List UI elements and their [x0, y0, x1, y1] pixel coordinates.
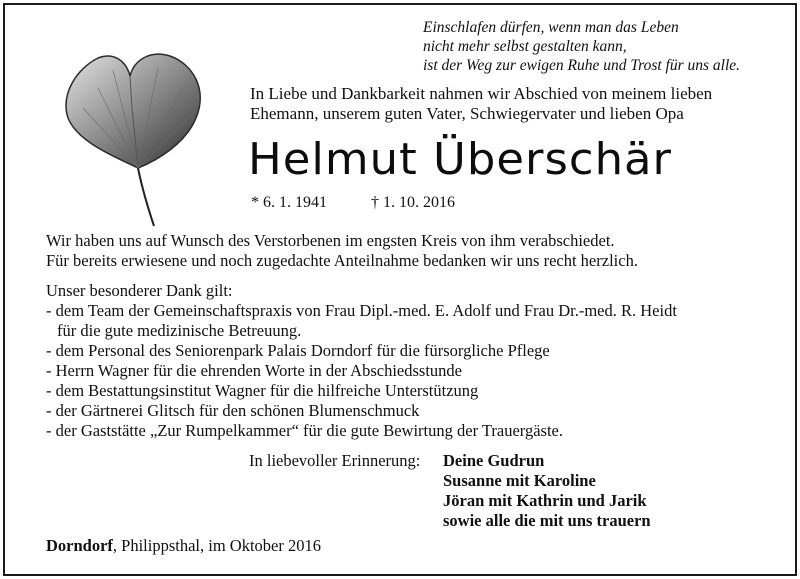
thanks-heading: Unser besonderer Dank gilt: — [46, 281, 233, 300]
place-rest: , Philippsthal, im Oktober 2016 — [112, 536, 322, 555]
opening-quote — [423, 18, 740, 75]
memory-label: In liebevoller Erinnerung: — [249, 451, 421, 470]
thanks-item: - der Gaststätte „Zur Rumpelkammer“ für die gute Bewirtung der Trauergäste. — [46, 421, 564, 440]
quote-line: nicht mehr selbst gestalten kann, — [423, 38, 627, 55]
paragraph-line: Für bereits erwiesene und noch zugedachte Anteilnahme bedanken wir uns recht herzlich. — [46, 251, 638, 270]
thanks-item-continued: für die gute medizinische Betreuung. — [57, 321, 302, 340]
ginkgo-leaf-icon — [58, 48, 208, 228]
signer: sowie alle die mit uns trauern — [443, 511, 651, 530]
signer: Deine Gudrun — [443, 451, 545, 470]
thanks-item: - der Gärtnerei Glitsch für den schönen Blumenschmuck — [46, 401, 420, 420]
signer: Jöran mit Kathrin und Jarik — [443, 491, 647, 510]
thanks-item: - Herrn Wagner für die ehrenden Worte in der Abschiedsstunde — [46, 361, 462, 380]
signer: Susanne mit Karoline — [443, 471, 596, 490]
farewell-paragraph — [46, 231, 638, 271]
quote-line: Einschlafen dürfen, wenn man das Leben — [423, 19, 679, 36]
thanks-item: - dem Personal des Seniorenpark Palais Dorndorf für die fürsorgliche Pflege — [46, 341, 550, 360]
life-dates — [251, 193, 455, 213]
thanks-item: - dem Bestattungsinstitut Wagner für die hilfreiche Unterstützung — [46, 381, 479, 400]
intro-text — [250, 84, 712, 124]
thanks-section — [46, 281, 677, 441]
birth-date: * 6. 1. 1941 — [251, 194, 327, 211]
thanks-item: - dem Team der Gemeinschaftspraxis von Frau Dipl.-med. E. Adolf und Frau Dr.-med. R. Heidt — [46, 301, 677, 320]
intro-line: In Liebe und Dankbarkeit nahmen wir Abschied von meinem lieben — [250, 84, 713, 103]
death-date: † 1. 10. 2016 — [371, 194, 455, 211]
deceased-name: Helmut Überschär — [248, 134, 673, 185]
quote-line: ist der Weg zur ewigen Ruhe und Trost für uns alle. — [423, 57, 741, 74]
signers-list — [443, 451, 651, 531]
place-date-line — [46, 536, 321, 556]
place-town: Dorndorf — [46, 536, 113, 555]
intro-line: Ehemann, unserem guten Vater, Schwiegervater und lieben Opa — [250, 104, 684, 123]
paragraph-line: Wir haben uns auf Wunsch des Verstorbenen im engsten Kreis von ihm verabschiedet. — [46, 231, 615, 250]
